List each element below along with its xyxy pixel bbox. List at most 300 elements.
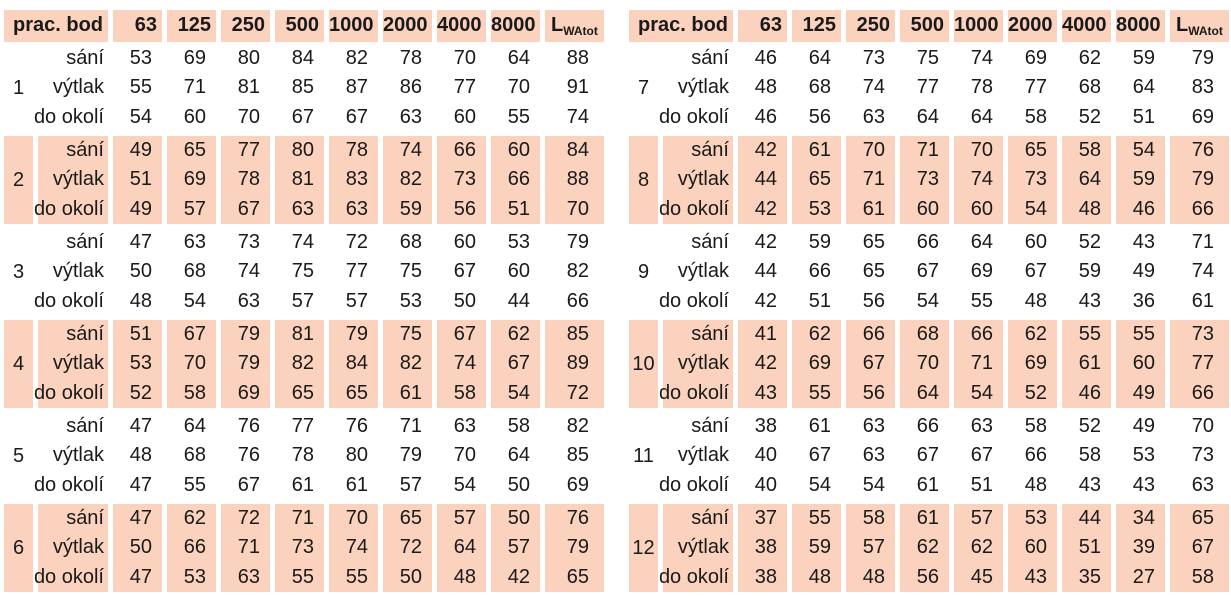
value-cell: 55	[808, 507, 831, 530]
value-cell: 83	[345, 168, 368, 191]
value-cell: 48	[808, 565, 831, 588]
header-freq-1000: 1000	[329, 10, 378, 42]
freq-column-500	[275, 44, 324, 132]
value-cell: 56	[808, 105, 831, 128]
value-cell: 55	[291, 565, 314, 588]
value-cell: 62	[970, 536, 993, 559]
value-cell: 64	[183, 415, 206, 438]
value-cell: 63	[237, 565, 260, 588]
value-cell: 81	[237, 76, 260, 99]
value-cell: 69	[1024, 352, 1047, 375]
value-cell: 85	[566, 444, 589, 467]
row-label: do okolí	[33, 565, 104, 588]
value-cell: 47	[129, 565, 152, 588]
value-cell: 65	[862, 260, 885, 283]
value-cell: 80	[345, 444, 368, 467]
value-cell: 66	[183, 536, 206, 559]
freq-column-125	[792, 44, 841, 132]
freq-column-125	[167, 228, 216, 316]
value-cell: 68	[183, 444, 206, 467]
value-cell: 72	[237, 507, 260, 530]
freq-column-63	[113, 44, 162, 132]
value-cell: 51	[1132, 105, 1155, 128]
value-cell: 67	[808, 444, 831, 467]
value-cell: 81	[291, 168, 314, 191]
value-cell: 61	[291, 473, 314, 496]
value-cell: 38	[754, 565, 777, 588]
value-cell: 77	[345, 260, 368, 283]
value-cell: 74	[345, 536, 368, 559]
value-cell: 34	[1132, 507, 1155, 530]
value-cell: 87	[345, 76, 368, 99]
value-cell: 58	[183, 381, 206, 404]
value-cell: 79	[345, 323, 368, 346]
row-label: do okolí	[658, 105, 729, 128]
group-2	[4, 136, 604, 224]
freq-column-125	[167, 44, 216, 132]
value-cell: 58	[453, 381, 476, 404]
freq-column-500	[900, 320, 949, 408]
value-cell: 53	[1132, 444, 1155, 467]
value-cell: 77	[237, 139, 260, 162]
value-cell: 71	[916, 139, 939, 162]
row-label: sání	[691, 415, 729, 438]
value-cell: 74	[237, 260, 260, 283]
row-label-column	[658, 412, 733, 500]
value-cell: 67	[862, 352, 885, 375]
value-cell: 82	[566, 415, 589, 438]
freq-column-125	[167, 412, 216, 500]
freq-column-1000	[954, 136, 1003, 224]
group-5	[4, 412, 604, 500]
header-freq-4000: 4000	[1062, 10, 1111, 42]
value-cell: 55	[345, 565, 368, 588]
freq-column-125	[167, 504, 216, 592]
freq-column-63	[113, 320, 162, 408]
value-cell: 51	[808, 289, 831, 312]
freq-column-500	[275, 504, 324, 592]
value-cell: 69	[1191, 105, 1214, 128]
value-cell: 70	[916, 352, 939, 375]
value-cell: 60	[1024, 536, 1047, 559]
value-cell: 78	[970, 76, 993, 99]
value-cell: 67	[1024, 260, 1047, 283]
row-label: sání	[691, 47, 729, 70]
freq-column-250	[846, 412, 895, 500]
freq-column-500	[900, 228, 949, 316]
row-label-column	[33, 412, 108, 500]
freq-column-125	[792, 136, 841, 224]
freq-column-1000	[329, 136, 378, 224]
value-cell: 63	[291, 197, 314, 220]
value-cell: 57	[345, 289, 368, 312]
freq-column-63	[738, 504, 787, 592]
freq-column-2000	[383, 228, 432, 316]
freq-column-8000	[491, 44, 540, 132]
value-cell: 69	[1024, 47, 1047, 70]
value-cell: 57	[507, 536, 530, 559]
freq-column-250	[846, 44, 895, 132]
value-cell: 76	[237, 444, 260, 467]
row-label-column	[658, 136, 733, 224]
row-label: výtlak	[677, 536, 729, 559]
row-label: sání	[691, 139, 729, 162]
value-cell: 66	[507, 168, 530, 191]
value-cell: 47	[129, 415, 152, 438]
value-cell: 48	[754, 76, 777, 99]
value-cell: 55	[129, 76, 152, 99]
value-cell: 58	[1078, 444, 1101, 467]
value-cell: 58	[507, 415, 530, 438]
value-cell: 71	[237, 536, 260, 559]
value-cell: 65	[566, 565, 589, 588]
value-cell: 78	[345, 139, 368, 162]
value-cell: 82	[399, 168, 422, 191]
value-cell: 72	[399, 536, 422, 559]
value-cell: 74	[399, 139, 422, 162]
value-cell: 74	[291, 231, 314, 254]
value-cell: 82	[399, 352, 422, 375]
value-cell: 53	[507, 231, 530, 254]
value-cell: 53	[129, 352, 152, 375]
header-freq-63: 63	[738, 10, 787, 42]
value-cell: 51	[129, 168, 152, 191]
value-cell: 78	[237, 168, 260, 191]
freq-column-1000	[329, 412, 378, 500]
value-cell: 67	[237, 473, 260, 496]
row-label: do okolí	[33, 105, 104, 128]
value-cell: 48	[1078, 197, 1101, 220]
value-cell: 42	[754, 352, 777, 375]
row-label: sání	[66, 231, 104, 254]
value-cell: 53	[399, 289, 422, 312]
noise-data-table-left	[4, 10, 604, 592]
header-freq-8000: 8000	[491, 10, 540, 42]
freq-column-4000	[437, 504, 486, 592]
table-header-row	[4, 10, 604, 40]
value-cell: 53	[1024, 507, 1047, 530]
freq-column-1000	[329, 504, 378, 592]
value-cell: 43	[1078, 473, 1101, 496]
value-cell: 54	[1024, 197, 1047, 220]
value-cell: 51	[1078, 536, 1101, 559]
value-cell: 81	[291, 323, 314, 346]
value-cell: 67	[345, 105, 368, 128]
value-cell: 44	[1078, 507, 1101, 530]
value-cell: 42	[754, 289, 777, 312]
value-cell: 55	[808, 381, 831, 404]
value-cell: 70	[566, 197, 589, 220]
row-label: sání	[691, 507, 729, 530]
freq-column-8000	[491, 504, 540, 592]
value-cell: 59	[808, 231, 831, 254]
value-cell: 71	[399, 415, 422, 438]
freq-column-1000	[954, 504, 1003, 592]
value-cell: 70	[1191, 415, 1214, 438]
value-cell: 66	[453, 139, 476, 162]
value-cell: 67	[916, 444, 939, 467]
value-cell: 68	[916, 323, 939, 346]
lwatot-column	[1170, 504, 1229, 592]
freq-column-2000	[383, 504, 432, 592]
value-cell: 53	[183, 565, 206, 588]
value-cell: 88	[566, 168, 589, 191]
group-1	[4, 44, 604, 132]
value-cell: 71	[291, 507, 314, 530]
value-cell: 58	[1024, 415, 1047, 438]
value-cell: 44	[507, 289, 530, 312]
freq-column-2000	[383, 136, 432, 224]
freq-column-500	[900, 412, 949, 500]
value-cell: 67	[1191, 536, 1214, 559]
value-cell: 74	[970, 47, 993, 70]
value-cell: 82	[566, 260, 589, 283]
value-cell: 36	[1132, 289, 1155, 312]
value-cell: 44	[754, 168, 777, 191]
value-cell: 55	[507, 105, 530, 128]
value-cell: 59	[808, 536, 831, 559]
freq-column-63	[113, 412, 162, 500]
row-label: výtlak	[52, 536, 104, 559]
value-cell: 67	[237, 197, 260, 220]
row-label: do okolí	[658, 473, 729, 496]
value-cell: 61	[345, 473, 368, 496]
value-cell: 65	[862, 231, 885, 254]
freq-column-63	[113, 228, 162, 316]
value-cell: 78	[399, 47, 422, 70]
freq-column-250	[221, 136, 270, 224]
value-cell: 74	[1191, 260, 1214, 283]
value-cell: 88	[566, 47, 589, 70]
value-cell: 66	[566, 289, 589, 312]
value-cell: 52	[1078, 415, 1101, 438]
value-cell: 66	[916, 415, 939, 438]
freq-column-500	[900, 504, 949, 592]
value-cell: 72	[345, 231, 368, 254]
freq-column-8000	[491, 320, 540, 408]
row-label: výtlak	[677, 260, 729, 283]
value-cell: 72	[566, 381, 589, 404]
row-label-column	[33, 228, 108, 316]
value-cell: 73	[291, 536, 314, 559]
freq-column-63	[738, 136, 787, 224]
value-cell: 74	[453, 352, 476, 375]
value-cell: 77	[1024, 76, 1047, 99]
group-3	[4, 228, 604, 316]
value-cell: 52	[1078, 231, 1101, 254]
freq-column-250	[846, 504, 895, 592]
value-cell: 63	[183, 231, 206, 254]
value-cell: 63	[237, 289, 260, 312]
value-cell: 51	[507, 197, 530, 220]
value-cell: 60	[507, 260, 530, 283]
value-cell: 38	[754, 536, 777, 559]
value-cell: 65	[808, 168, 831, 191]
value-cell: 79	[237, 352, 260, 375]
lwatot-column	[545, 412, 604, 500]
value-cell: 89	[566, 352, 589, 375]
value-cell: 58	[1024, 105, 1047, 128]
value-cell: 48	[129, 444, 152, 467]
value-cell: 61	[1191, 289, 1214, 312]
freq-column-2000	[1008, 228, 1057, 316]
value-cell: 62	[808, 323, 831, 346]
value-cell: 91	[566, 76, 589, 99]
value-cell: 51	[970, 473, 993, 496]
freq-column-125	[167, 136, 216, 224]
value-cell: 68	[183, 260, 206, 283]
value-cell: 50	[129, 536, 152, 559]
value-cell: 68	[399, 231, 422, 254]
freq-column-1000	[954, 44, 1003, 132]
row-label: do okolí	[33, 473, 104, 496]
freq-column-8000	[1116, 504, 1165, 592]
value-cell: 73	[453, 168, 476, 191]
value-cell: 73	[916, 168, 939, 191]
value-cell: 84	[345, 352, 368, 375]
freq-column-250	[221, 320, 270, 408]
value-cell: 64	[1078, 168, 1101, 191]
group-8	[629, 136, 1229, 224]
row-label: do okolí	[658, 565, 729, 588]
header-freq-250: 250	[221, 10, 270, 42]
value-cell: 74	[862, 76, 885, 99]
value-cell: 60	[916, 197, 939, 220]
freq-column-500	[900, 44, 949, 132]
value-cell: 58	[1078, 139, 1101, 162]
value-cell: 56	[453, 197, 476, 220]
value-cell: 61	[808, 415, 831, 438]
lwatot-column	[1170, 320, 1229, 408]
lwatot-subscript: WAtot	[563, 24, 598, 38]
value-cell: 67	[183, 323, 206, 346]
value-cell: 47	[129, 231, 152, 254]
header-freq-1000: 1000	[954, 10, 1003, 42]
value-cell: 63	[453, 415, 476, 438]
freq-column-1000	[954, 228, 1003, 316]
table-header-row	[629, 10, 1229, 40]
value-cell: 69	[808, 352, 831, 375]
freq-column-2000	[383, 44, 432, 132]
group-number: 12	[629, 504, 658, 592]
value-cell: 71	[862, 168, 885, 191]
value-cell: 65	[1024, 139, 1047, 162]
freq-column-4000	[437, 228, 486, 316]
value-cell: 63	[1191, 473, 1214, 496]
header-prac-bod: prac. bod	[629, 10, 733, 42]
freq-column-4000	[1062, 44, 1111, 132]
row-label-column	[33, 136, 108, 224]
value-cell: 52	[129, 381, 152, 404]
lwatot-column	[1170, 44, 1229, 132]
row-label: výtlak	[677, 76, 729, 99]
value-cell: 83	[1191, 76, 1214, 99]
header-freq-500: 500	[900, 10, 949, 42]
lwatot-symbol: L	[551, 14, 564, 36]
header-freq-500: 500	[275, 10, 324, 42]
header-freq-63: 63	[113, 10, 162, 42]
row-label: výtlak	[677, 168, 729, 191]
lwatot-column	[545, 320, 604, 408]
value-cell: 80	[237, 47, 260, 70]
row-label-column	[33, 44, 108, 132]
value-cell: 65	[291, 381, 314, 404]
freq-column-4000	[437, 320, 486, 408]
value-cell: 59	[399, 197, 422, 220]
value-cell: 57	[862, 536, 885, 559]
value-cell: 50	[453, 289, 476, 312]
header-freq-125: 125	[792, 10, 841, 42]
lwatot-symbol: L	[1176, 14, 1189, 36]
row-label: do okolí	[658, 381, 729, 404]
value-cell: 39	[1132, 536, 1155, 559]
value-cell: 75	[399, 323, 422, 346]
value-cell: 61	[1078, 352, 1101, 375]
value-cell: 54	[970, 381, 993, 404]
value-cell: 70	[237, 105, 260, 128]
value-cell: 79	[1191, 168, 1214, 191]
value-cell: 75	[291, 260, 314, 283]
freq-column-8000	[1116, 136, 1165, 224]
row-label: výtlak	[52, 76, 104, 99]
value-cell: 50	[399, 565, 422, 588]
value-cell: 54	[1132, 139, 1155, 162]
header-freq-125: 125	[167, 10, 216, 42]
value-cell: 60	[183, 105, 206, 128]
group-6	[4, 504, 604, 592]
freq-column-125	[792, 504, 841, 592]
group-number: 11	[633, 444, 654, 467]
value-cell: 69	[183, 47, 206, 70]
value-cell: 65	[345, 381, 368, 404]
value-cell: 45	[970, 565, 993, 588]
value-cell: 77	[1191, 352, 1214, 375]
row-label: do okolí	[658, 289, 729, 312]
freq-column-8000	[491, 136, 540, 224]
value-cell: 61	[808, 139, 831, 162]
value-cell: 65	[399, 507, 422, 530]
group-number: 2	[4, 136, 33, 224]
group-number: 10	[629, 320, 658, 408]
group-7	[629, 44, 1229, 132]
value-cell: 63	[862, 444, 885, 467]
value-cell: 69	[183, 168, 206, 191]
row-label: sání	[66, 415, 104, 438]
value-cell: 70	[453, 444, 476, 467]
value-cell: 56	[862, 289, 885, 312]
value-cell: 74	[566, 105, 589, 128]
value-cell: 68	[1078, 76, 1101, 99]
row-label: výtlak	[52, 352, 104, 375]
lwatot-subscript: WAtot	[1188, 24, 1223, 38]
value-cell: 64	[916, 105, 939, 128]
value-cell: 64	[507, 47, 530, 70]
value-cell: 75	[399, 260, 422, 283]
freq-column-250	[221, 44, 270, 132]
value-cell: 68	[808, 76, 831, 99]
lwatot-column	[545, 136, 604, 224]
freq-column-63	[738, 412, 787, 500]
freq-column-500	[900, 136, 949, 224]
header-freq-2000: 2000	[383, 10, 432, 42]
freq-column-8000	[1116, 44, 1165, 132]
value-cell: 50	[507, 507, 530, 530]
freq-column-250	[846, 320, 895, 408]
freq-column-2000	[1008, 504, 1057, 592]
value-cell: 84	[291, 47, 314, 70]
value-cell: 27	[1132, 565, 1155, 588]
value-cell: 62	[916, 536, 939, 559]
